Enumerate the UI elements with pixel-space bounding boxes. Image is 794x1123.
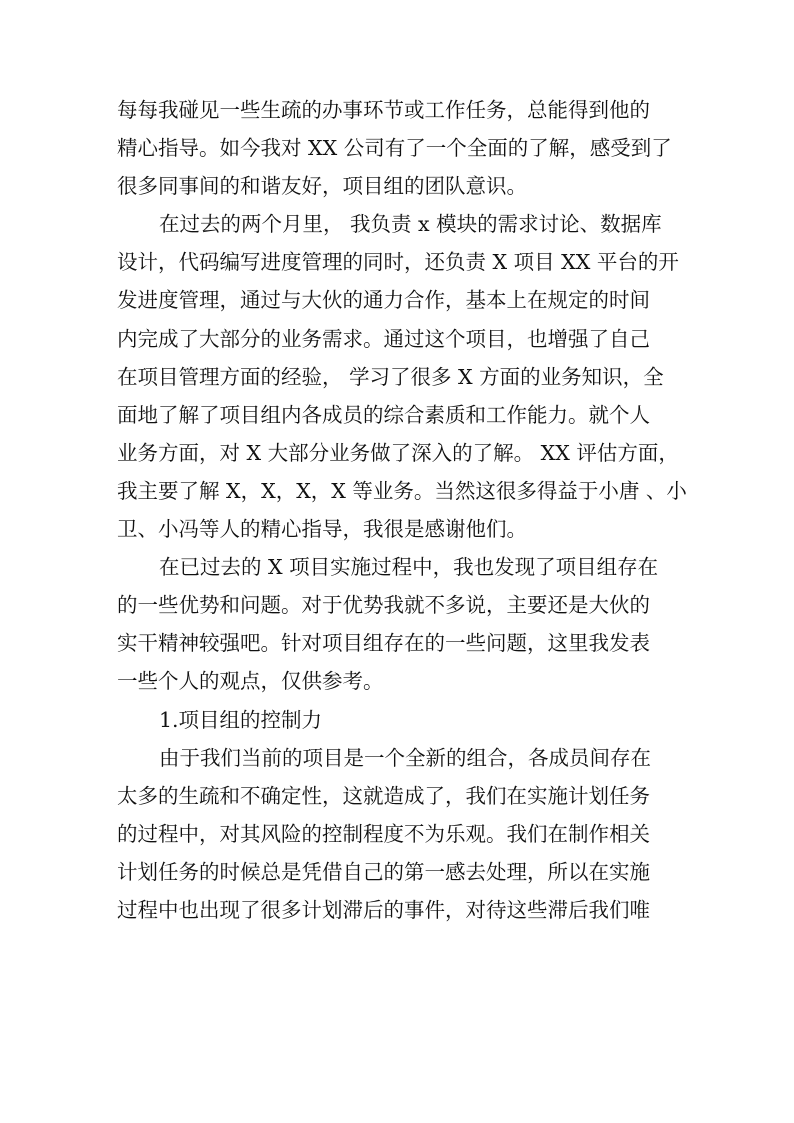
paragraph bbox=[117, 548, 677, 700]
paragraph bbox=[117, 739, 677, 929]
text-line: 由于我们当前的项目是一个全新的组合，各成员间存在 bbox=[159, 745, 651, 770]
text-line: 计划任务的时候总是凭借自己的第一感去处理，所以在实施 bbox=[117, 859, 650, 884]
text-line: 业务方面，对 X 大部分业务做了深入的了解。 XX 评估方面， bbox=[117, 440, 679, 465]
text-line: 在已过去的 X 项目实施过程中，我也发现了项目组存在 bbox=[159, 555, 659, 580]
section-heading bbox=[117, 701, 677, 739]
text-line: 我主要了解 X，X，X，X 等业务。当然这很多得益于小唐 、小 bbox=[117, 478, 687, 503]
text-line: 很多同事间的和谐友好，项目组的团队意识。 bbox=[117, 174, 527, 199]
paragraph bbox=[117, 91, 677, 205]
text-line: 在项目管理方面的经验， 学习了很多 X 方面的业务知识，全 bbox=[117, 364, 664, 389]
document-body bbox=[117, 91, 687, 929]
text-line: 在过去的两个月里， 我负责 x 模块的需求讨论、数据库 bbox=[159, 212, 662, 237]
text-line: 过程中也出现了很多计划滞后的事件，对待这些滞后我们唯 bbox=[117, 897, 650, 922]
paragraph bbox=[117, 205, 687, 548]
heading-text: 1.项目组的控制力 bbox=[159, 707, 323, 732]
text-line: 太多的生疏和不确定性，这就造成了，我们在实施计划任务 bbox=[117, 783, 650, 808]
text-line: 精心指导。如今我对 XX 公司有了一个全面的了解，感受到了 bbox=[117, 136, 672, 161]
text-line: 内完成了大部分的业务需求。通过这个项目，也增强了自己 bbox=[117, 326, 650, 351]
text-line: 卫、小冯等人的精心指导，我很是感谢他们。 bbox=[117, 517, 527, 542]
text-line: 一些个人的观点，仅供参考。 bbox=[117, 669, 384, 694]
text-line: 的一些优势和问题。对于优势我就不多说，主要还是大伙的 bbox=[117, 593, 650, 618]
text-line: 设计，代码编写进度管理的同时，还负责 X 项目 XX 平台的开 bbox=[117, 250, 679, 275]
text-line: 发进度管理，通过与大伙的通力合作，基本上在规定的时间 bbox=[117, 288, 650, 313]
text-line: 的过程中，对其风险的控制程度不为乐观。我们在制作相关 bbox=[117, 821, 650, 846]
text-line: 每每我碰见一些生疏的办事环节或工作任务，总能得到他的 bbox=[117, 98, 650, 122]
text-line: 面地了解了项目组内各成员的综合素质和工作能力。就个人 bbox=[117, 402, 650, 427]
text-line: 实干精神较强吧。针对项目组存在的一些问题，这里我发表 bbox=[117, 631, 650, 656]
